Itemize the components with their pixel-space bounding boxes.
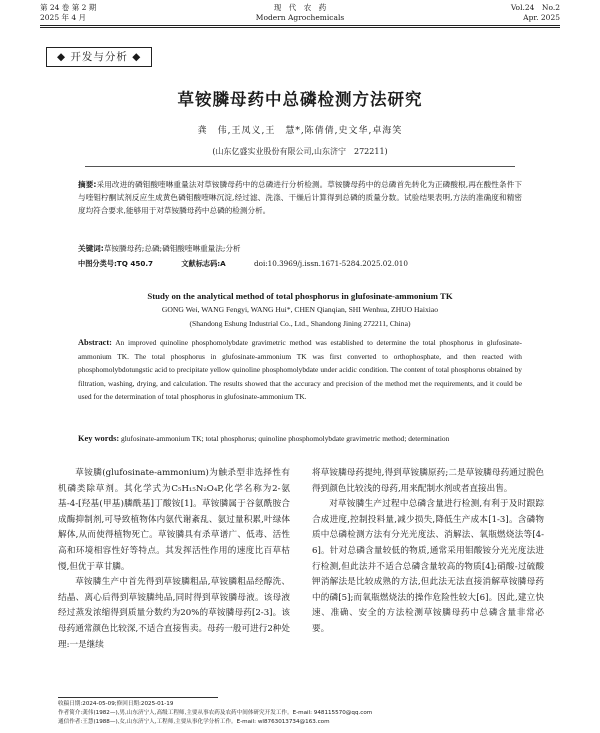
body-column-left [58, 466, 290, 653]
header-rule-thin [40, 27, 560, 28]
classification-meta [78, 258, 434, 270]
footnote-received: 收稿日期:2024-05-09;修回日期:2025-01-19 [58, 701, 174, 707]
abstract-cn-label: 摘要: [78, 180, 97, 189]
keywords-cn-label: 关键词: [78, 244, 104, 253]
footnote-rule [58, 697, 218, 698]
article-title-cn: 草铵膦母药中总磷检测方法研究 [177, 90, 423, 109]
section-tag: ◆ 开发与分析 ◆ [46, 47, 152, 67]
body-paragraph: 草铵膦生产中首先得到草铵膦粗品,草铵膦粗品经醇洗、结晶、离心后得到草铵膦纯品,同时得到草铵膦母液。该母液经过蒸发浓缩得到质量分数约为20%的草铵膦母药[2-3]。该母药通常颜色比较深,不适合直接售卖。母药一般可进行2种处理:一是继续 [58, 577, 290, 650]
header-journal-cn: 现 代 农 药 [273, 3, 327, 12]
keywords-en-label: Key words: [78, 434, 120, 443]
header-right [511, 3, 560, 23]
body-paragraph: 草铵膦(glufosinate-ammonium)为触杀型非选择性有机磷类除草剂。其化学式为C₅H₁₅N₂O₄P,化学名称为2-氨基-4-[羟基(甲基)膦酰基]丁酸铵[1]。草铵膦属于谷氨酰胺合成酶抑制剂,可导致植物体内氨代谢紊乱、氨过量积累,叶绿体解体,从而使得植物死亡。草铵膦具有杀草谱广、低毒、活性高和环境相容性好等特点。其发挥活性作用的速度比百草枯慢,但优于草甘膦。 [58, 468, 290, 572]
abstract-en-label: Abstract: [78, 338, 112, 347]
clc-number: 中图分类号:TQ 450.7 [78, 259, 154, 268]
authors-cn: 龚 伟,王凤义,王 慧*,陈倩倩,史文华,卓海笑 [197, 126, 403, 136]
header-date-en: Apr. 2025 [523, 13, 560, 22]
footnote-author: 作者简介:龚伟(1982—),男,山东济宁人,高级工程师,主要从事农药及农药中间体研究开发工作。E-mail: 948115570@qq.com [58, 710, 373, 716]
abstract-en [78, 336, 522, 404]
header-journal-en: Modern Agrochemicals [255, 13, 345, 22]
body-column-right [312, 466, 544, 638]
keywords-cn-text: 草铵膦母药;总磷;磷钼酸喹啉重量法;分析 [103, 244, 241, 253]
abstract-en-text: An improved quinoline phosphomolybdate gravimetric method was established to determine the total phosphorus in glufosinate-ammonium TK. The total phosphorus in glufosinate-ammonium TK was first converted to orthophosphate, and then reacted with phosphomolybdotungstic acid to precipitate yellow quinoline phosphomolybdate under acidic condition. The content of total phosphorus obtained by filtration, washing, drying, and calculation. The results showed that the accuracy and precision of the method met the requirements, and it could be used for the determination of total phosphorus in glufosinate-ammonium TK. [78, 338, 522, 402]
document-code: 文献标志码:A [181, 259, 226, 268]
header-center [40, 3, 560, 23]
body-paragraph: 将草铵膦母药提纯,得到草铵膦原药;二是草铵膦母药通过脱色得到颜色比较浅的母药,用来配制水剂或者直接出售。 [312, 468, 544, 494]
footnotes [58, 700, 560, 727]
keywords-en [78, 432, 522, 446]
abstract-cn-text: 采用改进的磷钼酸喹啉重量法对草铵膦母药中的总磷进行分析检测。草铵膦母药中的总磷首先转化为正磷酸根,再在酸性条件下与喹钼柠酮试剂反应生成黄色磷钼酸喹啉沉淀,经过滤、洗涤、干燥后计算得到总磷的质量分数。试验结果表明,方法的准确度和精密度均符合要求,能够用于对草铵膦母药中总磷的检测分析。 [78, 180, 522, 215]
front-matter-divider [85, 166, 515, 167]
header-date-cn: 2025 年 4 月 [40, 13, 87, 22]
body-paragraph: 对草铵膦生产过程中总磷含量进行检测,有利于及时跟踪合成进度,控制投料量,减少损失,降低生产成本[1-3]。含磷物质中总磷检测方法有分光光度法、消解法、氧瓶燃烧法等[4-6]。针对总磷含量较低的物质,通常采用钼酸铵分光光度法进行检测,但此法并不适合总磷含量较高的物质[4];硝酸-过硫酸钾消解法是比较成熟的方法,但此法无法直接消解草铵膦母药中的磷[5];而氧瓶燃烧法的操作危险性较大[6]。因此,建立快速、准确、安全的方法检测草铵膦母药中总磷含量非常必要。 [312, 499, 544, 634]
authors-en: GONG Wei, WANG Fengyi, WANG Hui*, CHEN Qianqian, SHI Wenhua, ZHUO Haixiao [161, 305, 439, 314]
abstract-cn [78, 178, 522, 217]
keywords-cn [78, 243, 522, 255]
keywords-en-text: glufosinate-ammonium TK; total phosphorus; quinoline phosphomolybdate gravimetric method; determination [121, 434, 450, 443]
doi: doi:10.3969/j.issn.1671-5284.2025.02.010 [254, 259, 408, 268]
running-header [40, 3, 560, 27]
footnote-corresponding: 通信作者:王慧(1988—),女,山东济宁人,工程师,主要从事化学分析工作。E-mail: wl8763013734@163.com [58, 719, 330, 725]
header-volume-cn: 第 24 卷 第 2 期 [40, 3, 97, 12]
affiliation-cn: (山东亿盛实业股份有限公司,山东济宁 272211) [212, 147, 388, 156]
header-volume-en: Vol.24 No.2 [510, 3, 560, 12]
article-title-en: Study on the analytical method of total phosphorus in glufosinate-ammonium TK [147, 291, 453, 301]
affiliation-en: (Shandong Eshung Industrial Co., Ltd., Shandong Jining 272211, China) [189, 319, 411, 328]
header-rule [40, 25, 560, 26]
